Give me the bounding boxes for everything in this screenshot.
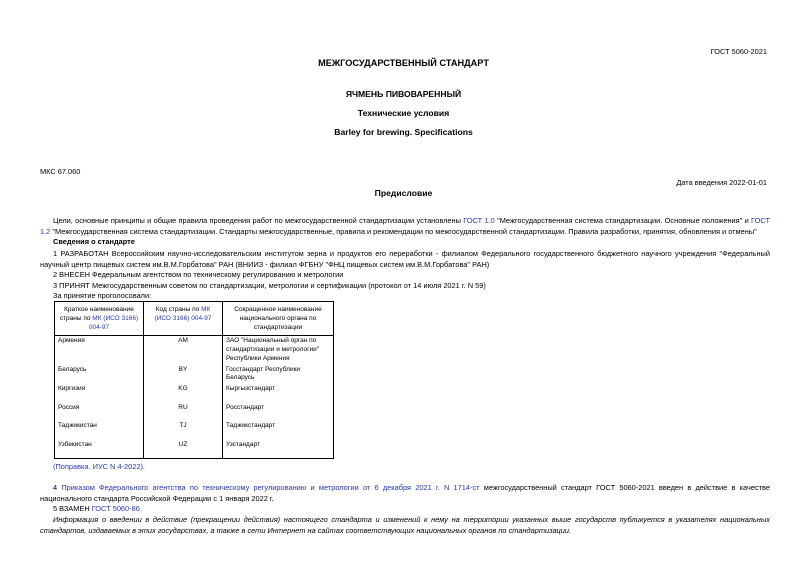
intro-text-2: "Межгосударственная система стандартизации. Основные положения" и [494,216,752,225]
foreword-intro [40,216,770,237]
item-5-text: 5 ВЗАМЕН [53,504,92,513]
item-3-adopted: 3 ПРИНЯТ Межгосударственным советом по стандартизации, метрологии и сертификации (протокол от 14 июля 2021 г. N 59) [53,281,486,290]
standard-type: МЕЖГОСУДАРСТВЕННЫЙ СТАНДАРТ [318,58,489,68]
code-cell: KG [144,384,223,403]
amendment-open: ( [53,462,56,471]
mks-code: МКС 67.060 [40,167,81,176]
body-cell: Госстандарт Республики Беларусь [223,365,334,385]
item-1-developed: 1 РАЗРАБОТАН Всероссийским научно-исследовательским институтом зерна и продуктов его переработки - филиалом Федерального государственного бюджетного научного учреждения "Федеральный научный центр пищевых систем им.В.М.Горбатова" РАН (ВНИИЗ - филиал ФГБНУ "ФНЦ пищевых систем им.В.М.Горбатова" РАН) [40,249,770,269]
doc-code: ГОСТ 5060-2021 [710,47,767,56]
gost-1-0-link[interactable]: ГОСТ 1.0 [463,216,495,225]
table-row [55,336,334,365]
info-heading: Сведения о стандарте [53,237,135,246]
intro-text-3: "Межгосударственная система стандартизации. Стандарты межгосударственные, правила и рекомендации по межгосударственной стандартизации. Правила разработки, принятия, обновления и отмены" [50,226,757,236]
intro-text-1: Цели, основные принципы и общие правила проведения работ по межгосударственной стандартизации установлены [53,216,464,225]
country-cell: Узбекистан [55,440,144,459]
code-cell: UZ [144,440,223,459]
country-cell: Таджикистан [55,421,144,440]
voting-countries-table [54,301,334,459]
col-country-header [55,302,144,336]
body-cell: Узстандарт [223,440,334,459]
country-cell: Армения [55,336,144,365]
body-cell: Росстандарт [223,403,334,422]
document-title: ЯЧМЕНЬ ПИВОВАРЕННЫЙ [345,89,462,99]
code-cell: TJ [144,421,223,440]
col-body-header: Сокращенное наименование национального органа по стандартизации [223,302,334,336]
mk-iso-link[interactable]: МК (ИСО 3166) 004-97 [88,314,139,331]
item-5-replaces [40,504,770,515]
col-code-text: Код страны по [155,306,202,313]
voted-label: За принятие проголосовали: [53,291,152,300]
body-cell: ЗАО "Национальный орган по стандартизации и метрологии" Республики Армения [223,336,334,365]
item-4-number: 4 [53,483,62,492]
amendment-link[interactable]: Поправка [55,462,89,471]
body-cell: Таджикстандарт [223,421,334,440]
code-cell: BY [144,365,223,385]
col-country-text: Краткое наименование страны по [59,306,134,322]
code-cell: RU [144,403,223,422]
table-row [55,440,334,459]
mk-iso-code-link[interactable]: МК (ИСО 3166) 004-97 [154,306,212,322]
country-cell: Киргизия [55,384,144,403]
gost-1-2-link[interactable]: ГОСТ 1.2 [40,216,770,236]
document-subtitle: Технические условия [357,108,450,118]
publication-note: Информация о введении в действие (прекращении действия) настоящего стандарта и изменений к нему на территории указанных выше государств публикуется в указателях национальных стандартов, издаваемых в этих государствах, а также в сети Интернет на сайтах соответствующих национальных органов по стандартизации. [40,515,770,535]
intro-date: Дата введения 2022-01-01 [676,178,767,187]
country-cell: Россия [55,403,144,422]
table-row [55,365,334,385]
col-code-header [144,302,223,336]
item-4-enacted [40,483,770,504]
code-cell: AM [144,336,223,365]
table-header-row [55,302,334,336]
country-cell: Беларусь [55,365,144,385]
amendment-note [40,462,770,473]
english-title: Barley for brewing. Specifications [334,127,473,137]
order-link[interactable]: Приказом Федерального агентства по техническому регулированию и метрологии от 6 декабря 2021 г. N 1714-ст [61,483,480,492]
body-cell: Кыргызстандарт [223,384,334,403]
table-row [55,384,334,403]
gost-5060-86-link[interactable]: ГОСТ 5060-86 [91,504,140,513]
table-row [55,403,334,422]
table-row [55,421,334,440]
amendment-rest: . ИУС N 4-2022). [88,462,145,471]
foreword-heading: Предисловие [374,188,433,198]
item-2-introduced: 2 ВНЕСЕН Федеральным агентством по техническому регулированию и метрологии [53,270,344,279]
item-4-text: межгосударственный стандарт ГОСТ 5060-2021 введен в действие в качестве национального стандарта Российской Федерации с 1 января 2022 г. [40,483,770,503]
